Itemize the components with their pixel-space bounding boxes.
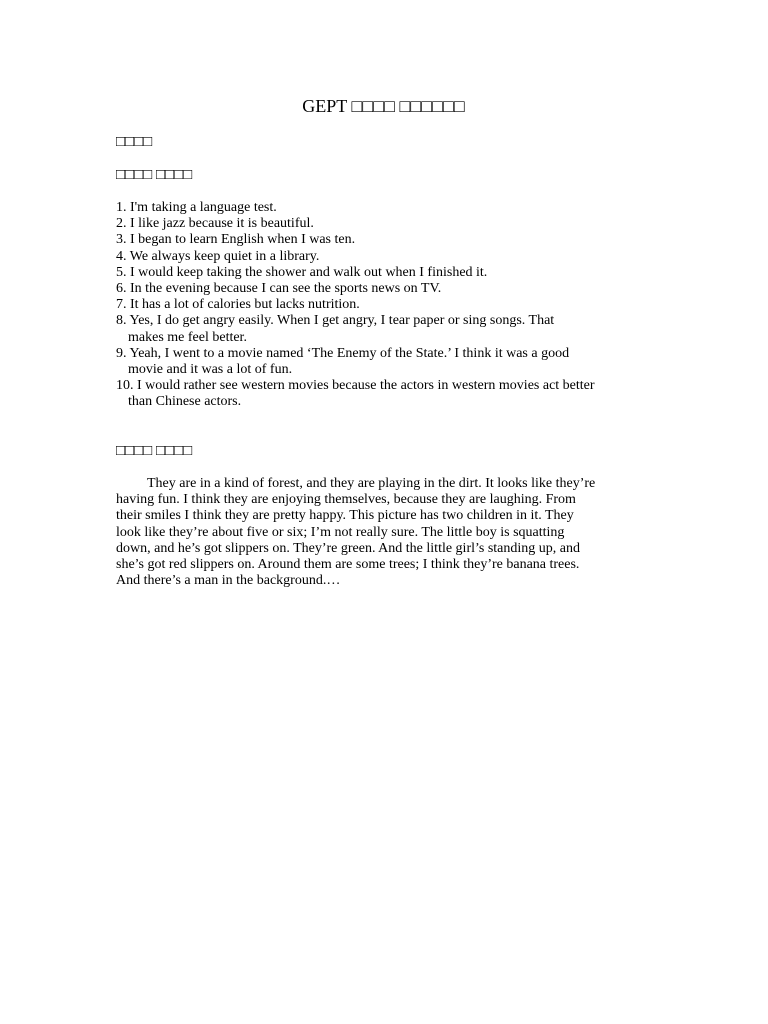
answer-text: 4. We always keep quiet in a library.: [116, 248, 320, 264]
answer-item: [116, 249, 656, 265]
answer-item: [116, 313, 656, 345]
answer-text: 3. I began to learn English when I was ten.: [116, 232, 356, 248]
answer-item: [116, 265, 656, 281]
answer-item: [116, 281, 656, 297]
paragraph-line: having fun. I think they are enjoying themselves, because they are laughing. From: [116, 492, 576, 508]
answer-item: [116, 378, 656, 410]
answer-list: [116, 200, 656, 411]
answer-continuation: movie and it was a lot of fun.: [128, 362, 293, 378]
answer-item: [116, 200, 656, 216]
section-heading: □□□□: [116, 134, 153, 150]
paragraph-line: look like they’re about five or six; I’m not really sure. The little boy is squatting: [116, 524, 565, 540]
answer-text: 9. Yeah, I went to a movie named ‘The Enemy of the State.’ I think it was a good: [116, 345, 570, 361]
part1-heading: □□□□ □□□□: [116, 167, 193, 183]
answer-continuation: makes me feel better.: [128, 329, 247, 345]
answer-text: 10. I would rather see western movies because the actors in western movies act better: [116, 378, 595, 394]
paragraph-line: she’s got red slippers on. Around them are some trees; I think they’re banana trees.: [116, 557, 580, 573]
paragraph-line: They are in a kind of forest, and they are playing in the dirt. It looks like they’re: [147, 476, 596, 491]
answer-continuation: than Chinese actors.: [128, 394, 242, 410]
document-title: GEPT □□□□ □□□□□□: [302, 96, 465, 116]
answer-item: [116, 297, 656, 313]
answer-item: [116, 232, 656, 248]
answer-text: 5. I would keep taking the shower and walk out when I finished it.: [116, 264, 488, 280]
answer-text: 2. I like jazz because it is beautiful.: [116, 216, 314, 232]
answer-text: 1. I'm taking a language test.: [116, 200, 277, 215]
answer-item: [116, 216, 656, 232]
part2-heading: □□□□ □□□□: [116, 443, 193, 459]
paragraph-line: their smiles I think they are pretty happy. This picture has two children in it. They: [116, 508, 574, 524]
answer-text: 8. Yes, I do get angry easily. When I get angry, I tear paper or sing songs. That: [116, 313, 555, 329]
picture-description-paragraph: [116, 476, 656, 589]
paragraph-line: down, and he’s got slippers on. They’re green. And the little girl’s standing up, and: [116, 540, 580, 556]
answer-item: [116, 346, 656, 378]
answer-text: 6. In the evening because I can see the sports news on TV.: [116, 281, 442, 297]
paragraph-line: And there’s a man in the background.…: [116, 573, 341, 589]
answer-text: 7. It has a lot of calories but lacks nutrition.: [116, 297, 360, 313]
